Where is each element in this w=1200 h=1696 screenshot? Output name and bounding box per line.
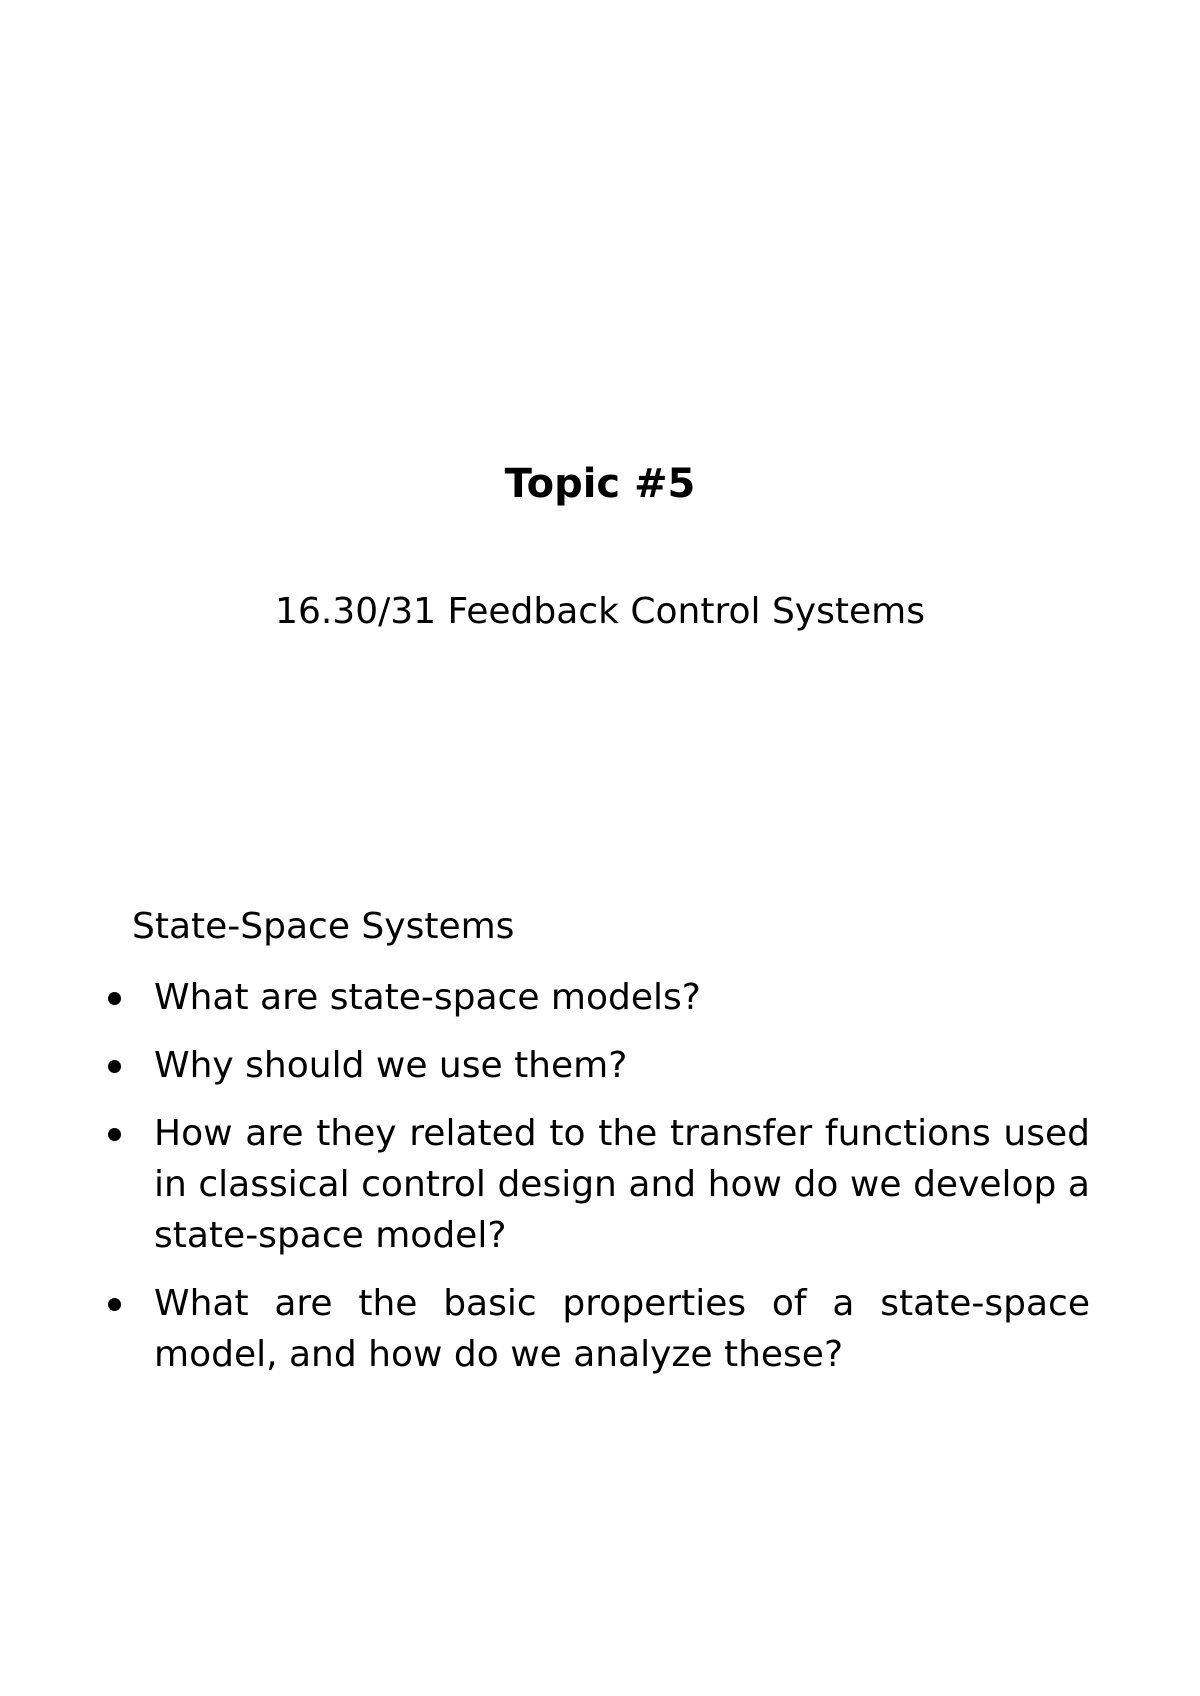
page-title: Topic #5 xyxy=(504,461,696,507)
bullet-text: What are state-space models? xyxy=(154,977,701,1018)
bullet-dot-icon xyxy=(108,1298,121,1311)
course-name: 16.30/31 Feedback Control Systems xyxy=(275,591,925,632)
list-item xyxy=(100,1040,1090,1091)
section-heading: State-Space Systems xyxy=(132,906,515,947)
bullet-text: Why should we use them? xyxy=(154,1045,628,1086)
bullet-list xyxy=(100,972,1090,1397)
bullet-text: What are the basic properties of a state-space model, and how do we analyze these? xyxy=(154,1283,1090,1375)
bullet-dot-icon xyxy=(108,1128,121,1141)
bullet-dot-icon xyxy=(108,1060,121,1073)
bullet-dot-icon xyxy=(108,992,121,1005)
list-item xyxy=(100,1108,1090,1261)
bullet-text: How are they related to the transfer functions used in classical control design and how do we develop a state-space model? xyxy=(154,1113,1090,1256)
list-item xyxy=(100,1278,1090,1380)
list-item xyxy=(100,972,1090,1023)
